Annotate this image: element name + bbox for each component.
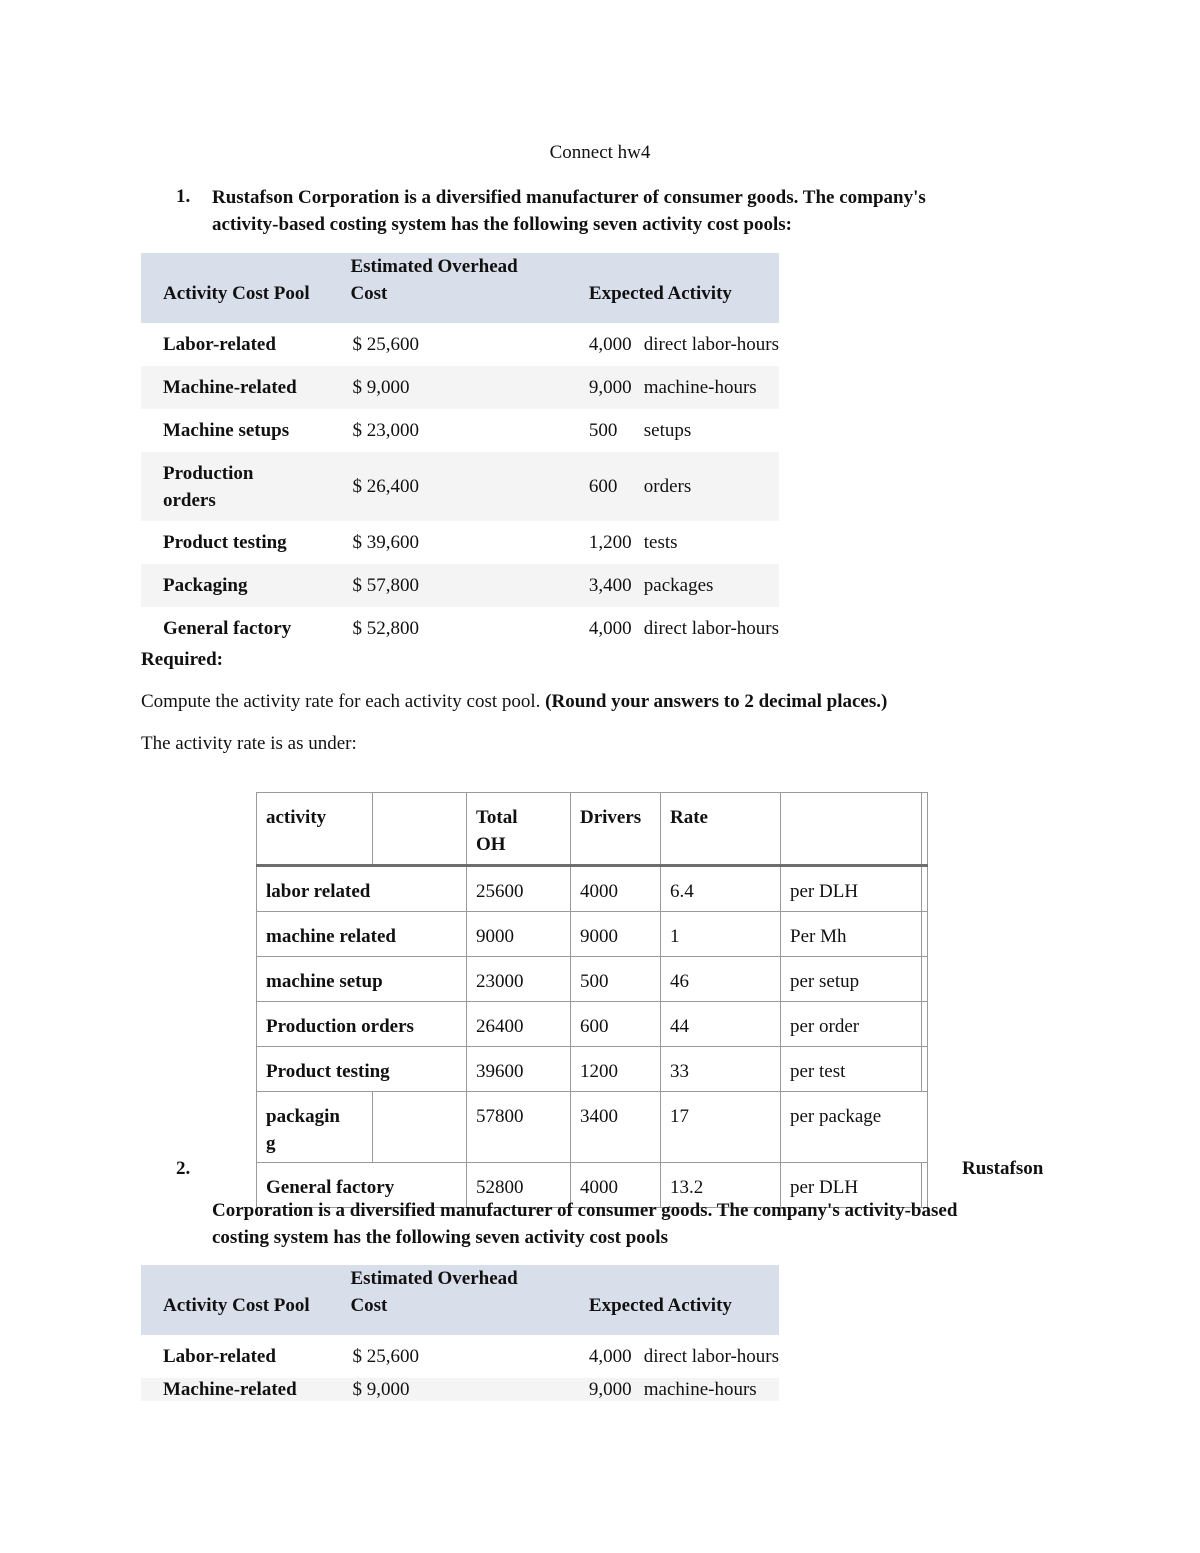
pool-qty: 4,000: [588, 617, 632, 639]
pool-unit: tests: [643, 531, 678, 553]
table-row: [141, 521, 779, 564]
table-row: [257, 866, 928, 912]
pool-cost: $ 39,600: [352, 531, 419, 553]
pool-cost: $ 26,400: [352, 452, 588, 521]
activity-name: Production orders: [257, 1002, 467, 1047]
question-1-line-1: Rustafson Corporation is a diversified manufacturer of consumer goods. The company's: [212, 187, 926, 208]
question-2-line-1: Corporation is a diversified manufacturer of consumer goods. The company's activity-based: [212, 1200, 958, 1221]
total-oh: 57800: [467, 1092, 571, 1163]
pool-qty: 4,000: [588, 1345, 632, 1367]
header-activity-cost-pool: Activity Cost Pool: [141, 1265, 352, 1335]
header-estimated-overhead-cost: Estimated Overhead Cost: [352, 253, 588, 323]
pool-name: Packaging: [141, 564, 352, 607]
table-row: [141, 323, 779, 366]
activity-rate-table: [256, 792, 928, 1208]
pool-qty: 500: [588, 419, 618, 441]
document-title: Connect hw4: [549, 142, 651, 163]
activity-name: labor related: [257, 866, 467, 912]
header-activity: activity: [257, 793, 373, 866]
pool-name: Machine-related: [141, 1378, 352, 1401]
header-drivers: Drivers: [571, 793, 661, 866]
total-oh: 9000: [467, 912, 571, 957]
pool-qty: 9,000: [589, 1378, 644, 1401]
table-row: [257, 1002, 928, 1047]
rate-unit: per test: [781, 1047, 922, 1092]
total-oh: 26400: [467, 1002, 571, 1047]
table-row: [141, 409, 779, 452]
table-row: [141, 607, 779, 650]
cost-pool-table-1: [141, 253, 779, 650]
rate: 6.4: [661, 866, 781, 912]
header-expected-activity: Expected Activity: [589, 1265, 779, 1335]
header-rate: Rate: [661, 793, 781, 866]
rate-unit: per setup: [781, 957, 922, 1002]
required-label: Required:: [141, 649, 223, 670]
pool-cost: $ 25,600: [352, 333, 419, 355]
pool-unit: orders: [644, 452, 779, 521]
rate-table-header: [257, 793, 928, 866]
pool-qty: 9,000: [589, 366, 644, 409]
rate: 13.2: [661, 1163, 781, 1208]
question-2-text: [212, 1197, 1112, 1251]
activity-name: machine related: [257, 912, 467, 957]
pool-cost: $ 52,800: [352, 617, 419, 639]
pool-qty: 600: [589, 452, 644, 521]
activity-name: Product testing: [257, 1047, 467, 1092]
rate-unit: per DLH: [781, 866, 922, 912]
pool-unit: machine-hours: [644, 366, 779, 409]
pool-cost: $ 9,000: [352, 1378, 588, 1401]
rate: 17: [661, 1092, 781, 1163]
question-2-lead-word: Rustafson: [962, 1158, 1044, 1179]
pool-unit: setups: [643, 419, 692, 441]
question-2-line-2: costing system has the following seven activity cost pools: [212, 1227, 668, 1248]
pool-name: General factory: [163, 617, 292, 639]
drivers: 1200: [571, 1047, 661, 1092]
question-2-number: 2.: [176, 1158, 191, 1179]
rate-unit: per order: [781, 1002, 922, 1047]
pool-qty: 1,200: [588, 531, 632, 553]
rate: 46: [661, 957, 781, 1002]
pool-unit: machine-hours: [644, 1378, 779, 1401]
drivers: 500: [571, 957, 661, 1002]
drivers: 9000: [571, 912, 661, 957]
question-1-line-2: activity-based costing system has the following seven activity cost pools:: [212, 214, 792, 235]
table-row: [257, 1092, 928, 1163]
header-estimated-overhead-cost: Estimated Overhead Cost: [352, 1265, 588, 1335]
pool-name: Labor-related: [163, 1345, 276, 1367]
table-row: [141, 452, 779, 521]
header-end: [922, 793, 928, 866]
pool-name: Production orders: [141, 452, 352, 521]
pool-name: Product testing: [163, 531, 287, 553]
pool-qty: 4,000: [588, 333, 632, 355]
drivers: 4000: [571, 866, 661, 912]
pool-unit: direct labor-hours: [643, 617, 779, 639]
header-expected-activity: Expected Activity: [589, 253, 779, 323]
header-total-oh: Total OH: [467, 793, 571, 866]
table-row: [257, 1047, 928, 1092]
table-row: [141, 366, 779, 409]
pool-name: Labor-related: [163, 333, 276, 355]
question-1-text: [212, 184, 1112, 238]
rate: 44: [661, 1002, 781, 1047]
pool-name: Machine-related: [141, 366, 352, 409]
rate-unit: per DLH: [781, 1163, 922, 1208]
header-unit: [781, 793, 922, 866]
pool-cost: $ 23,000: [352, 419, 419, 441]
activity-blank: [373, 1092, 467, 1163]
pool-name: Machine setups: [163, 419, 290, 441]
total-oh: 23000: [467, 957, 571, 1002]
header-activity-cost-pool: Activity Cost Pool: [141, 253, 352, 323]
table-row: [141, 564, 779, 607]
pool-unit: packages: [644, 564, 779, 607]
activity-name: General factory: [257, 1163, 467, 1208]
total-oh: 25600: [467, 866, 571, 912]
header-blank: [373, 793, 467, 866]
pool-cost: $ 9,000: [352, 366, 588, 409]
pool-qty: 3,400: [589, 564, 644, 607]
pool-cost: $ 57,800: [352, 564, 588, 607]
rate: 1: [661, 912, 781, 957]
total-oh: 39600: [467, 1047, 571, 1092]
rate: 33: [661, 1047, 781, 1092]
pool-unit: direct labor-hours: [643, 1345, 779, 1367]
rate-unit: Per Mh: [781, 912, 922, 957]
instruction: Compute the activity rate for each activity cost pool. (Round your answers to 2 decimal places.): [141, 691, 888, 712]
drivers: 4000: [571, 1163, 661, 1208]
activity-name: packagin g: [257, 1092, 373, 1163]
activity-name: machine setup: [257, 957, 467, 1002]
total-oh: 52800: [467, 1163, 571, 1208]
pool-unit: direct labor-hours: [643, 333, 779, 355]
table-row: [141, 1335, 779, 1378]
table-row: [257, 912, 928, 957]
drivers: 3400: [571, 1092, 661, 1163]
drivers: 600: [571, 1002, 661, 1047]
cost-pool-table-2: [141, 1265, 779, 1401]
rate-unit: per package: [781, 1092, 928, 1163]
rate-intro: The activity rate is as under:: [141, 733, 357, 754]
question-1-number: 1.: [176, 186, 191, 207]
table-row: [257, 957, 928, 1002]
table-row: [141, 1378, 779, 1401]
pool-cost: $ 25,600: [352, 1345, 419, 1367]
